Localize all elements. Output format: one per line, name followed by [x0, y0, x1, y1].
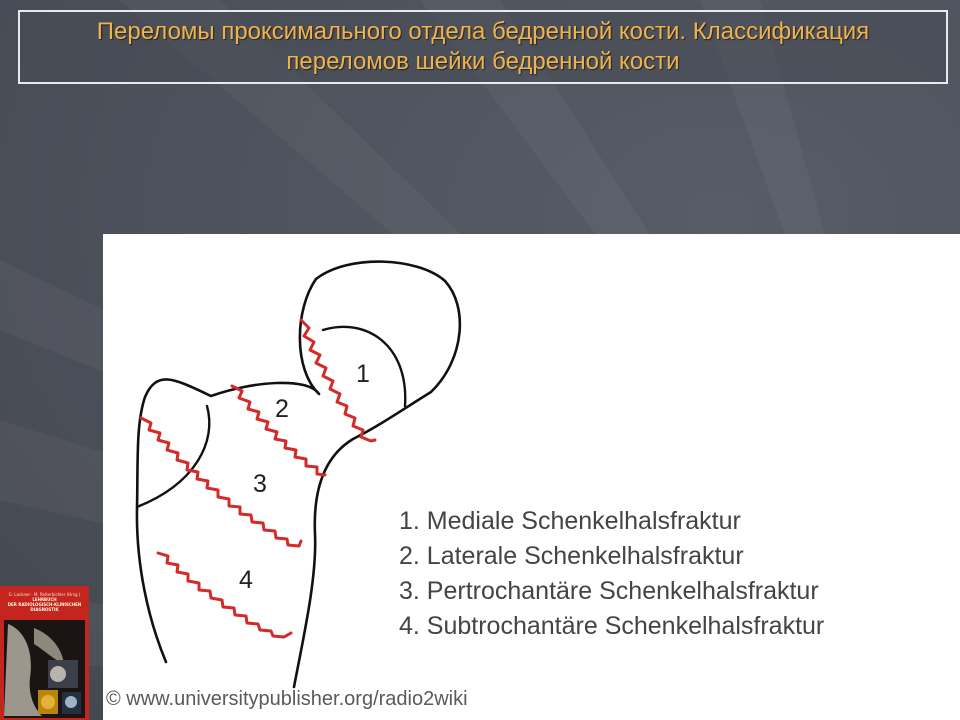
legend-item: 1. Mediale Schenkelhalsfraktur: [399, 507, 741, 535]
book-title: LEHRBUCH DER RADIOLOGISCH-KLINISCHEN DIAGNOSTIK: [7, 597, 82, 612]
fracture-number-1: 1: [356, 360, 370, 388]
legend-item: 4. Subtrochantäre Schenkelhalsfraktur: [399, 612, 825, 640]
book-cover-xray-art: [4, 620, 85, 718]
fracture-number-2: 2: [275, 395, 289, 423]
fracture-number-4: 4: [239, 566, 253, 594]
fracture-legend: [399, 504, 824, 644]
femur-figure: [103, 234, 960, 720]
book-authors: G. Lackner · M. Reiterbichler (Hrsg.): [8, 592, 81, 597]
book-cover-image: [0, 586, 89, 720]
legend-item: 2. Laterale Schenkelhalsfraktur: [399, 542, 744, 570]
femur-diagram: [103, 234, 960, 720]
fracture-number-3: 3: [253, 470, 267, 498]
copyright-notice: © www.universitypublisher.org/radio2wiki: [106, 688, 468, 710]
title-box: [18, 10, 948, 84]
fracture-line-4: [158, 553, 291, 637]
book-cover-header: [6, 592, 83, 618]
slide-title: Переломы проксимального отдела бедренной кости. Классификация переломов шейки бедренной кости: [96, 18, 870, 75]
legend-item: 3. Pertrochantäre Schenkelhalsfraktur: [399, 577, 819, 605]
